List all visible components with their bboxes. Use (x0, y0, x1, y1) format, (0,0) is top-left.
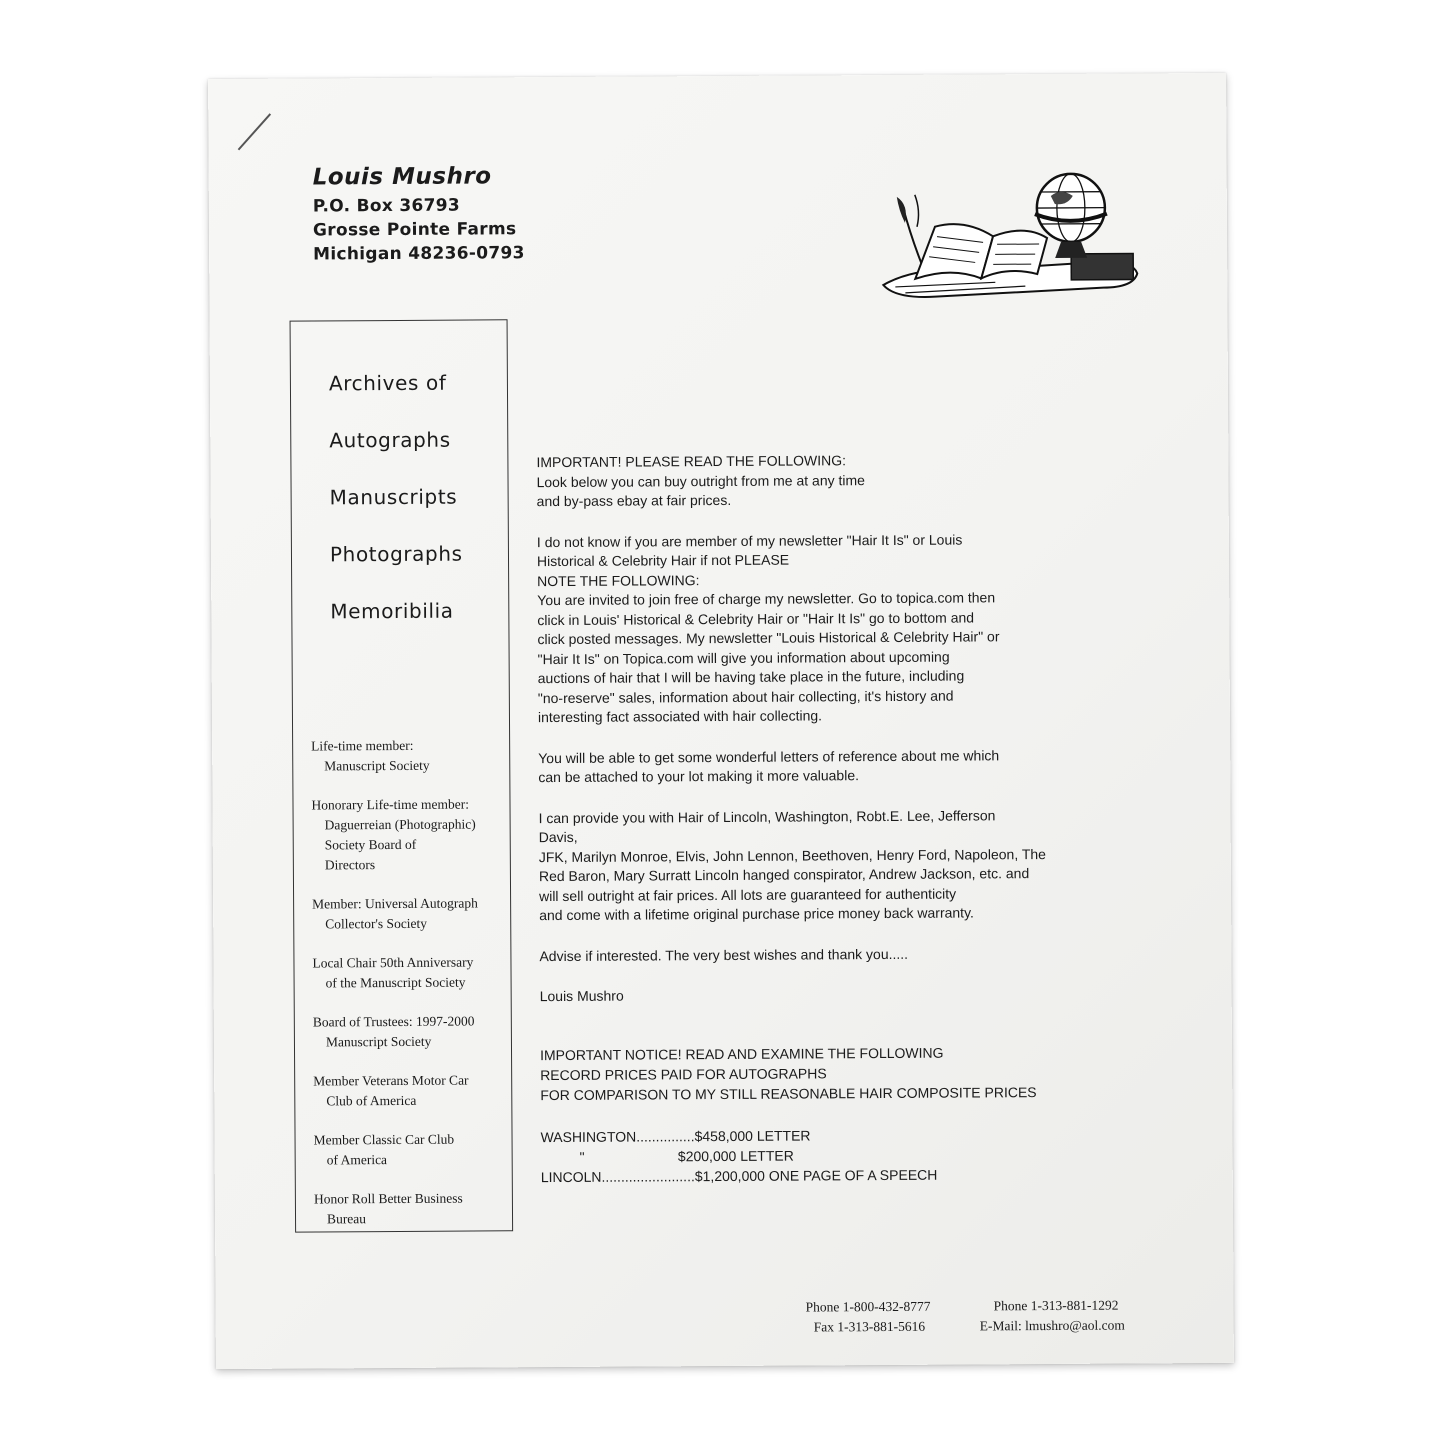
address-line-3: Michigan 48236-0793 (313, 243, 525, 265)
price-item: LINCOLN........................ (540, 1167, 695, 1185)
body-paragraph: You will be able to get some wonderful letters of reference about me which can be attached to your lot making it more valuable. (538, 746, 1000, 786)
membership-line: of America (326, 1152, 388, 1168)
fax: Fax 1-313-881-5616 (813, 1318, 926, 1335)
membership-line: Manuscript Society (325, 1033, 432, 1050)
membership-line: of the Manuscript Society (325, 974, 466, 991)
membership-item (314, 1188, 510, 1229)
archives-item: Memoribilia (330, 598, 454, 624)
membership-line: Bureau (326, 1211, 367, 1227)
membership-item (311, 794, 507, 875)
price-value: $200,000 LETTER (677, 1147, 794, 1164)
address-line-2: Grosse Pointe Farms (312, 219, 517, 241)
price-row (541, 1163, 1121, 1187)
phone-1: Phone 1-800-432-8777 (805, 1298, 931, 1315)
membership-line: Local Chair 50th Anniversary (312, 954, 474, 971)
letter-page (208, 73, 1234, 1369)
membership-item (312, 952, 508, 993)
signature: Louis Mushro (539, 987, 624, 1005)
membership-line: Club of America (326, 1092, 417, 1109)
membership-line: Member Classic Car Club (313, 1131, 455, 1148)
membership-line: Member: Universal Autograph (312, 895, 478, 912)
letterhead (313, 163, 525, 266)
membership-item (311, 735, 507, 776)
body-paragraph: I do not know if you are member of my newsletter "Hair It Is" or Louis Historical & Celebrity Hair if not PLEASE NOTE THE FOLLOWING: You are invited to join free of charge my newsletter. Go to topica.com then click in Louis' Historical & Celebrity Hair or "Hair It Is" go to bottom and click posted messages. My newsletter "Louis Historical & Celebrity Hair" or "Hair It Is" on Topica.com will give you information about upcoming auctions of hair that I will be having take place in the future, including "no-reserve" sales, information about hair collecting, it's history and interesting fact associated with hair collecting. (536, 531, 1000, 726)
sender-name: Louis Mushro (312, 163, 492, 191)
membership-item (313, 1129, 509, 1170)
body-paragraph: I can provide you with Hair of Lincoln, Washington, Robt.E. Lee, Jefferson Davis, JFK, Marilyn Monroe, Elvis, John Lennon, Beethoven, Henry Ford, Napoleon, The Red Baron, Mary Surratt Lincoln hanged conspirator, Andrew Jackson, etc. and will sell outright at fair prices. All lots are guaranteed for authenticity and come with a lifetime original purchase price money back warranty. (538, 806, 1046, 924)
body-paragraph: IMPORTANT! PLEASE READ THE FOLLOWING: Look below you can buy outright from me at any time and by-pass ebay at fair prices. (536, 452, 865, 510)
contact-row (806, 1316, 1125, 1338)
membership-item (312, 893, 508, 934)
important-notice (540, 1041, 1120, 1105)
membership-line: Life-time member: (311, 737, 414, 754)
book-globe-quill-icon (875, 165, 1146, 307)
price-list (540, 1123, 1120, 1187)
price-value: $458,000 LETTER (694, 1126, 811, 1144)
contact-footer (806, 1296, 1125, 1338)
sidebar-box (290, 319, 514, 1232)
membership-line: Manuscript Society (324, 757, 430, 774)
membership-line: Society Board of (324, 836, 417, 853)
archives-item: Manuscripts (329, 484, 458, 510)
archives-item: Autographs (329, 427, 451, 453)
membership-line: Board of Trustees: 1997-2000 (312, 1013, 475, 1030)
body-paragraph: Advise if interested. The very best wishes and thank you..... (539, 945, 909, 964)
address-line-1: P.O. Box 36793 (312, 195, 461, 217)
membership-line: Honorary Life-time member: (311, 796, 470, 813)
contact-row (806, 1296, 1125, 1318)
email: E-Mail: lmushro@aol.com (979, 1317, 1125, 1334)
membership-line: Member Veterans Motor Car (313, 1072, 469, 1089)
archives-heading: Archives of (328, 370, 447, 396)
price-value: $1,200,000 ONE PAGE OF A SPEECH (694, 1166, 938, 1184)
membership-line: Honor Roll Better Business (313, 1190, 463, 1207)
membership-line: Collector's Society (325, 915, 428, 932)
price-item: WASHINGTON............... (540, 1127, 695, 1145)
membership-line: Directors (324, 857, 376, 873)
archives-item: Photographs (329, 541, 463, 567)
membership-item (313, 1011, 509, 1052)
price-item: " (540, 1147, 678, 1165)
membership-line: Daguerreian (Photographic) (324, 816, 476, 833)
notice-text: IMPORTANT NOTICE! READ AND EXAMINE THE FOLLOWING RECORD PRICES PAID FOR AUTOGRAPHS FOR COMPARISON TO MY STILL REASONABLE HAIR COMPOSITE PRICES (539, 1044, 1037, 1103)
memberships-list (311, 735, 510, 1248)
membership-item (313, 1070, 509, 1111)
archives-list (329, 355, 463, 641)
phone-2: Phone 1-313-881-1292 (993, 1297, 1119, 1314)
letter-body (536, 450, 1120, 1187)
pen-mark (238, 113, 271, 150)
